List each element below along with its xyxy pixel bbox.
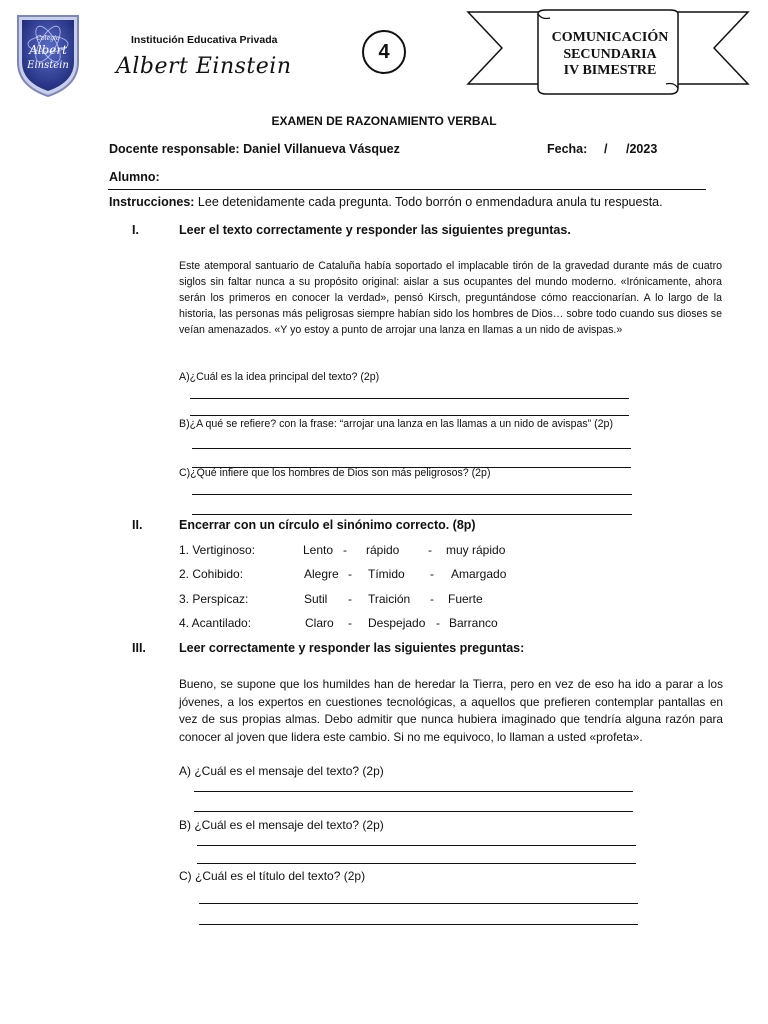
banner-line-term: IV BIMESTRE [563,63,657,78]
section-2-number: II. [132,518,143,532]
synonym-option[interactable]: Traición [368,592,411,606]
section-3-title: Leer correctamente y responder las siguientes preguntas: [179,641,525,655]
synonym-option[interactable]: Despejado [368,616,426,630]
teacher-line: Docente responsable: Daniel Villanueva Vásquez [109,142,400,156]
exam-number-badge: 4 [362,30,406,74]
option-separator: - [430,592,434,606]
answer-line[interactable] [197,845,636,846]
institution-name: Albert Einstein [116,54,292,79]
logo-text-albert: Albert [29,43,67,57]
subject-banner-text [540,30,680,80]
section-2-title: Encerrar con un círculo el sinónimo correcto. (8p) [179,518,476,532]
answer-line[interactable] [190,398,629,399]
date-slash: / [604,142,608,156]
section-1-question-c: C)¿Qué infiere que los hombres de Dios son más peligrosos? (2p) [179,467,491,479]
synonym-word: 3. Perspicaz: [179,592,249,606]
section-1-number: I. [132,223,139,237]
synonym-option[interactable]: muy rápido [446,543,506,557]
section-1-question-a: A)¿Cuál es la idea principal del texto? (2p) [179,371,380,383]
synonym-option[interactable]: Lento [303,543,334,557]
date-year: /2023 [626,142,658,156]
section-1-question-b: B)¿A qué se refiere? con la frase: “arrojar una lanza en las llamas a un nido de avispas” (2p) [179,418,613,430]
student-label: Alumno: [109,170,160,184]
student-name-line[interactable] [108,189,706,190]
option-separator: - [348,592,352,606]
synonym-option[interactable]: Alegre [304,567,339,581]
synonym-option[interactable]: Barranco [449,616,498,630]
answer-line[interactable] [194,791,633,792]
synonym-word: 1. Vertiginoso: [179,543,256,557]
synonym-option[interactable]: Sutil [304,592,328,606]
option-separator: - [348,567,352,581]
option-separator: - [436,616,440,630]
answer-line[interactable] [194,811,633,812]
school-crest-logo [14,12,82,98]
exam-title: EXAMEN DE RAZONAMIENTO VERBAL [271,114,497,128]
section-1-passage: Este atemporal santuario de Cataluña había soportado el implacable tirón de la gravedad durante más de cuatro siglos sin faltar nunca a su propósito original: aislar a sus ocupantes del mundo moderno. «Irónicamente, ahora serán los primeros en conocer la verdad», pensó Kirsch, preguntándose cómo reaccionarían. A lo largo de la historia, las personas más peligrosas siempre habían sido los hombres de Dios… sobre todo cuando sus dioses se veían amenazados. «Y yo estoy a punto de arrojar una lanza en llamas a un nido de avispas.» [179,260,722,336]
answer-line[interactable] [192,494,632,495]
instructions-text: Lee detenidamente cada pregunta. Todo borrón o enmendadura anula tu respuesta. [194,195,663,209]
section-1-title: Leer el texto correctamente y responder las siguientes preguntas. [179,223,571,237]
option-separator: - [428,543,432,557]
option-separator: - [430,567,434,581]
instructions [109,195,663,209]
date-label: Fecha: [547,142,588,156]
answer-line[interactable] [199,903,638,904]
synonym-option[interactable]: Fuerte [448,592,483,606]
answer-line[interactable] [197,863,636,864]
answer-line[interactable] [190,415,629,416]
institution-type: Institución Educativa Privada [131,34,278,46]
option-separator: - [343,543,347,557]
answer-line[interactable] [192,448,631,449]
synonym-option[interactable]: Tímido [368,567,405,581]
section-3-question-b: B) ¿Cuál es el mensaje del texto? (2p) [179,818,384,832]
banner-line-level: SECUNDARIA [563,46,657,62]
answer-line[interactable] [199,924,638,925]
option-separator: - [348,616,352,630]
logo-text-colegio: Colegio [36,35,60,42]
synonym-word: 4. Acantilado: [179,616,252,630]
synonym-option[interactable]: Amargado [451,567,507,581]
section-3-question-c: C) ¿Cuál es el título del texto? (2p) [179,869,366,883]
section-3-number: III. [132,641,146,655]
logo-text-einstein: Einstein [27,60,69,71]
instructions-label: Instrucciones: [109,195,195,209]
section-3-passage: Bueno, se supone que los humildes han de heredar la Tierra, pero en vez de eso ha ido a parar a los jóvenes, a los expertos en cuestiones tecnológicas, a aquellos que prefieren contemplar pantallas en vez de sus propias almas. Debo admitir que nunca hubiera imaginado que tendría alguna razón para conocer al joven que lidera este cambio. Si no me equivoco, lo llaman a usted «profeta». [179,677,723,744]
section-3-question-a: A) ¿Cuál es el mensaje del texto? (2p) [179,764,384,778]
banner-line-subject: COMUNICACIÓN [551,30,669,45]
synonym-option[interactable]: Claro [305,616,334,630]
synonym-word: 2. Cohibido: [179,567,244,581]
synonym-option[interactable]: rápido [366,543,400,557]
answer-line[interactable] [192,514,632,515]
